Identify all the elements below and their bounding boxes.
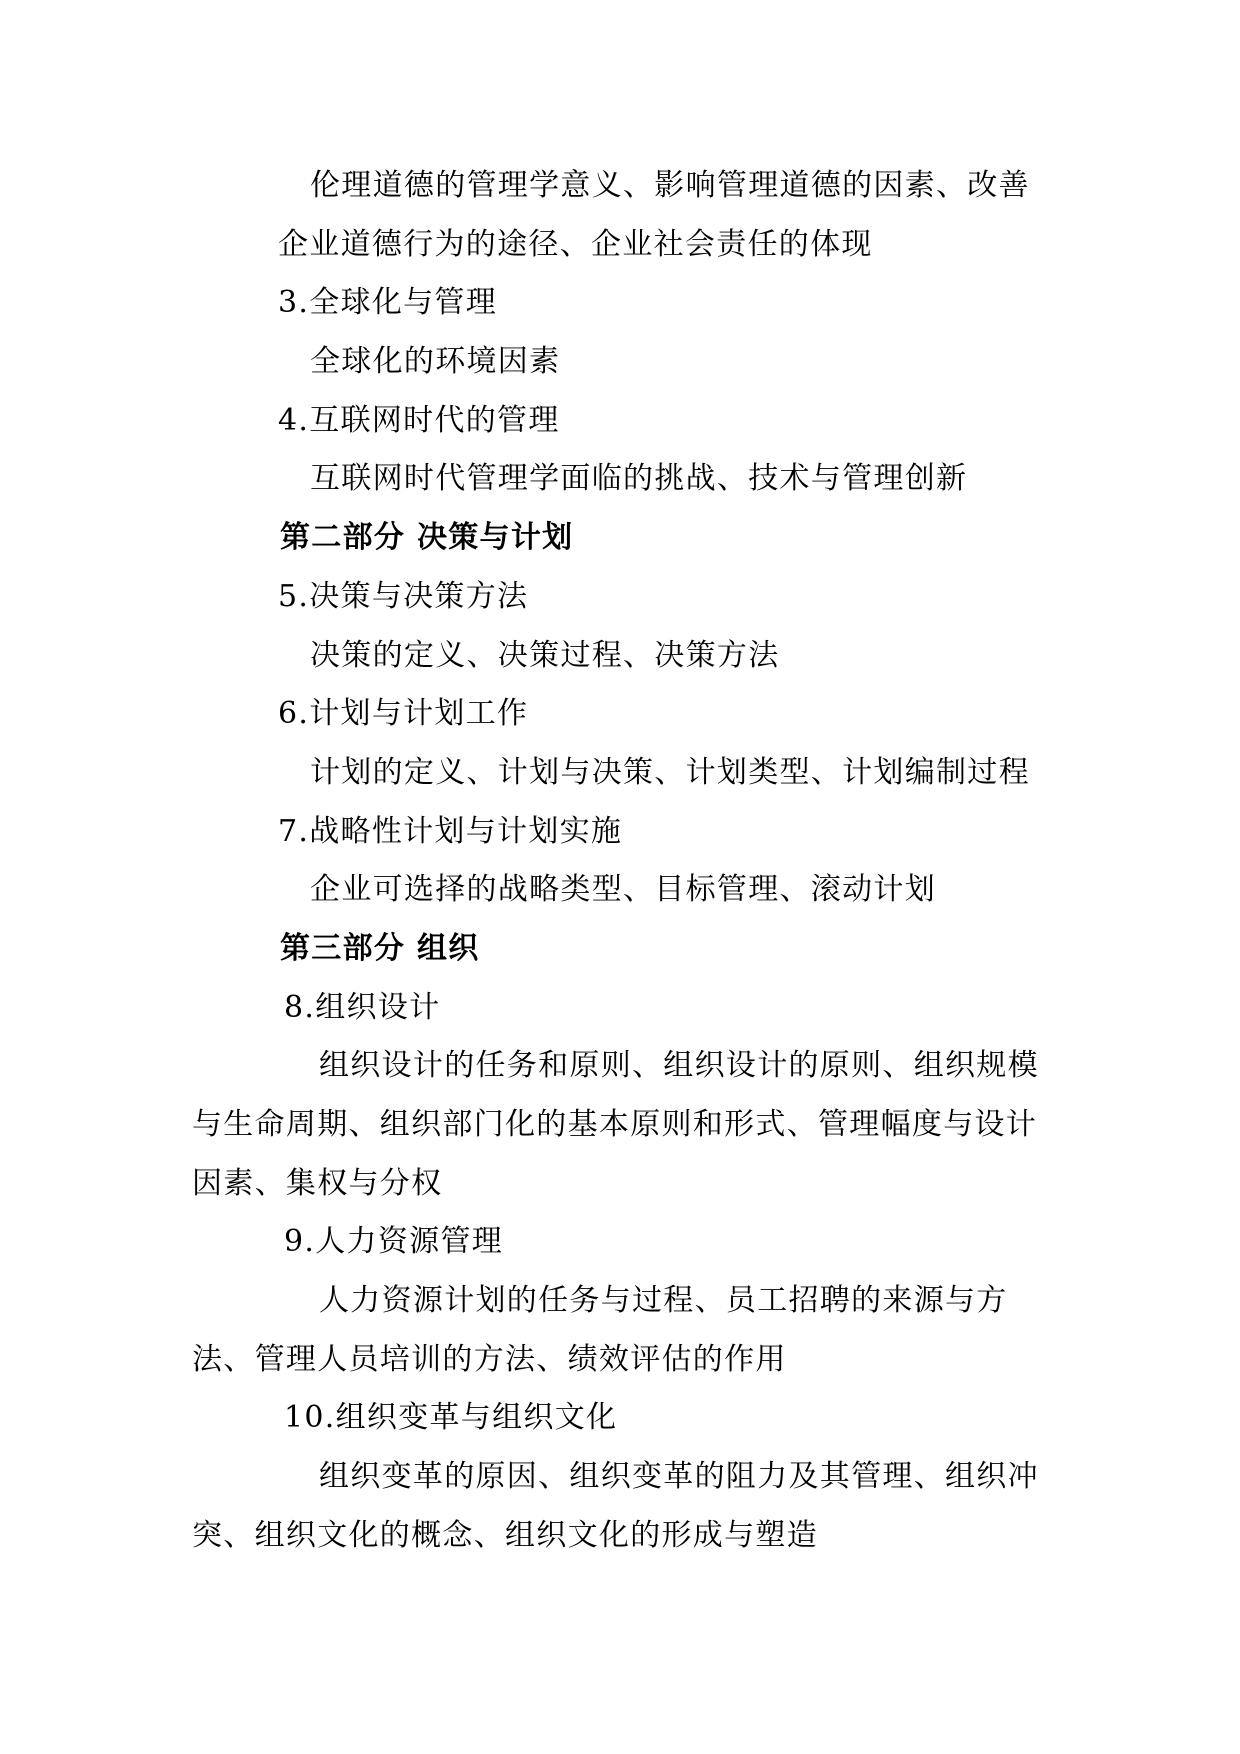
paragraph-line: 计划的定义、计划与决策、计划类型、计划编制过程: [310, 754, 1030, 790]
paragraph-line: 与生命周期、组织部门化的基本原则和形式、管理幅度与设计: [192, 1107, 1038, 1142]
paragraph-line: 组织设计的任务和原则、组织设计的原则、组织规模: [319, 1048, 1039, 1084]
paragraph-line: 互联网时代管理学面临的挑战、技术与管理创新: [310, 461, 968, 497]
paragraph-line: 人力资源计划的任务与过程、员工招聘的来源与方: [319, 1283, 1008, 1319]
part-heading: 第二部分 决策与计划: [280, 520, 574, 556]
paragraph-line: 伦理道德的管理学意义、影响管理道德的因素、改善: [310, 168, 1030, 203]
section-heading: 9.人力资源管理: [284, 1224, 504, 1260]
section-heading: 6.计划与计划工作: [278, 696, 529, 732]
section-heading: 7.战略性计划与计划实施: [278, 813, 623, 849]
section-heading: 8.组织设计: [284, 989, 441, 1025]
section-heading: 4.互联网时代的管理: [278, 402, 560, 438]
section-heading: 5.决策与决策方法: [278, 578, 529, 614]
section-heading: 3.全球化与管理: [278, 285, 498, 321]
section-heading: 10.组织变革与组织文化: [284, 1400, 618, 1436]
paragraph-line: 突、组织文化的概念、组织文化的形成与塑造: [192, 1517, 818, 1553]
paragraph-line: 企业道德行为的途径、企业社会责任的体现: [278, 226, 873, 262]
paragraph-line: 企业可选择的战略类型、目标管理、滚动计划: [310, 872, 936, 908]
paragraph-line: 法、管理人员培训的方法、绩效评估的作用: [192, 1341, 787, 1377]
part-heading: 第三部分 组织: [280, 930, 480, 966]
paragraph-line: 决策的定义、决策过程、决策方法: [310, 637, 780, 673]
document-page: [0, 157, 1240, 1566]
paragraph-line: 全球化的环境因素: [310, 344, 561, 380]
paragraph-line: 组织变革的原因、组织变革的阻力及其管理、组织冲: [319, 1459, 1039, 1495]
paragraph-line: 因素、集权与分权: [192, 1165, 443, 1201]
